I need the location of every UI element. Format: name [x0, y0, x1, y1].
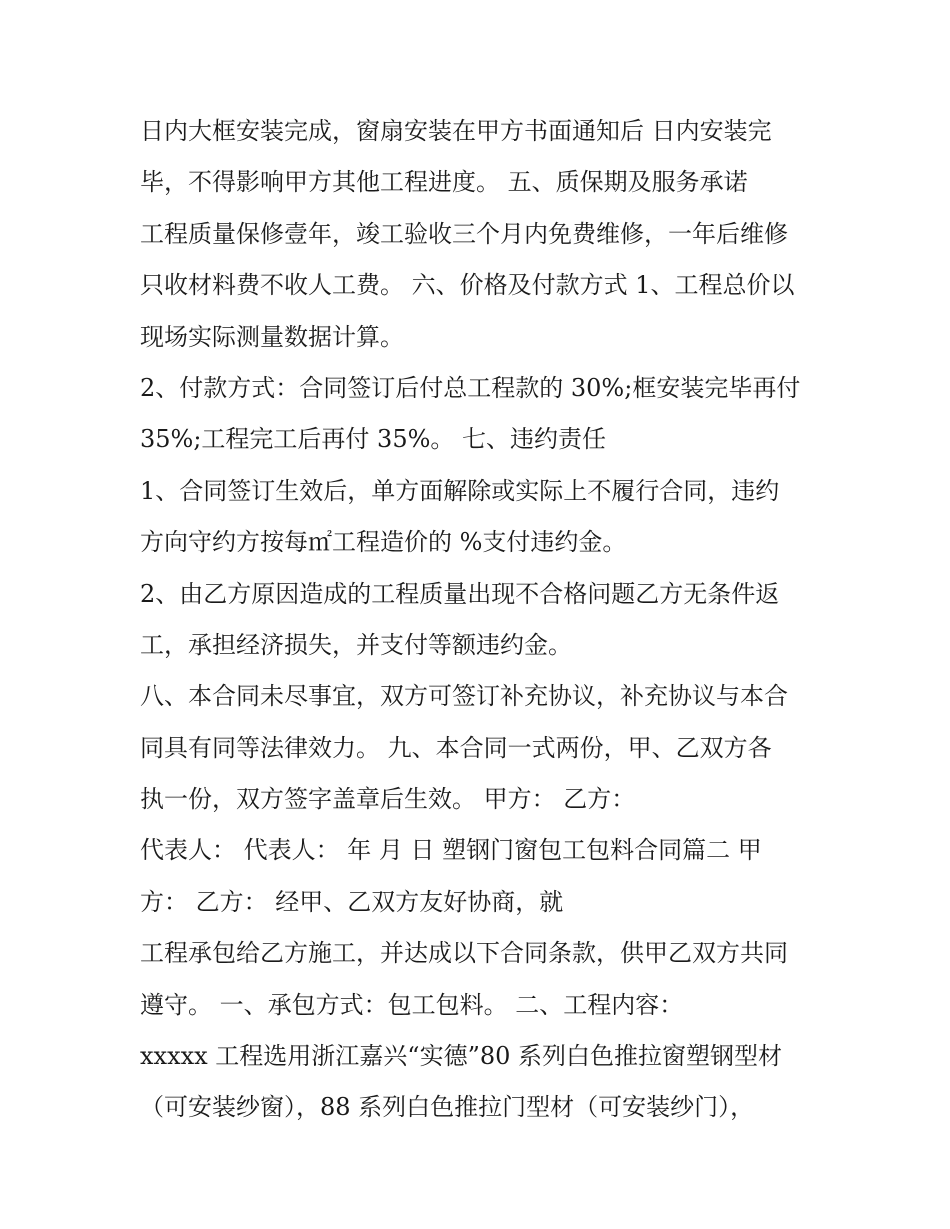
- text-line: 执一份，双方签字盖章后生效。 甲方： 乙方：: [140, 785, 636, 814]
- text-line: 八、本合同未尽事宜，双方可签订补充协议，补充协议与本合: [140, 682, 788, 711]
- text-line: 遵守。 一、承包方式：包工包料。 二、工程内容：: [140, 990, 684, 1019]
- text-line: 2、由乙方原因造成的工程质量出现不合格问题乙方无条件返: [140, 579, 780, 608]
- text-line: 35%;工程完工后再付 35%。 七、违约责任: [140, 425, 607, 454]
- text-line: 只收材料费不收人工费。 六、价格及付款方式 1、工程总价以: [140, 271, 795, 300]
- text-line: 日内大框安装完成，窗扇安装在甲方书面通知后 日内安装完: [140, 117, 772, 145]
- text-line: 2、付款方式：合同签订后付总工程款的 30%;框安装完毕再付: [140, 373, 801, 402]
- text-line: （可安装纱窗），88 系列白色推拉门型材（可安装纱门），: [140, 1093, 755, 1122]
- text-line: xxxxx 工程选用浙江嘉兴“实德”80 系列白色推拉窗塑钢型材: [140, 1042, 783, 1071]
- text-line: 工程承包给乙方施工，并达成以下合同条款，供甲乙双方共同: [140, 939, 788, 968]
- text-line: 同具有同等法律效力。 九、本合同一式两份，甲、乙双方各: [140, 733, 772, 762]
- text-line: 方向守约方按每㎡工程造价的 %支付违约金。: [140, 528, 627, 557]
- text-line: 现场实际测量数据计算。: [140, 322, 404, 351]
- contract-body-text: [140, 106, 830, 1134]
- text-line: 工，承担经济损失，并支付等额违约金。: [140, 630, 572, 659]
- text-line: 1、合同签订生效后，单方面解除或实际上不履行合同，违约: [140, 476, 780, 505]
- text-line: 毕，不得影响甲方其他工程进度。 五、质保期及服务承诺: [140, 168, 748, 197]
- text-line: 工程质量保修壹年，竣工验收三个月内免费维修，一年后维修: [140, 219, 788, 248]
- text-line: 方： 乙方： 经甲、乙双方友好协商，就: [140, 887, 564, 916]
- text-line: 代表人： 代表人： 年 月 日 塑钢门窗包工包料合同篇二 甲: [140, 836, 762, 865]
